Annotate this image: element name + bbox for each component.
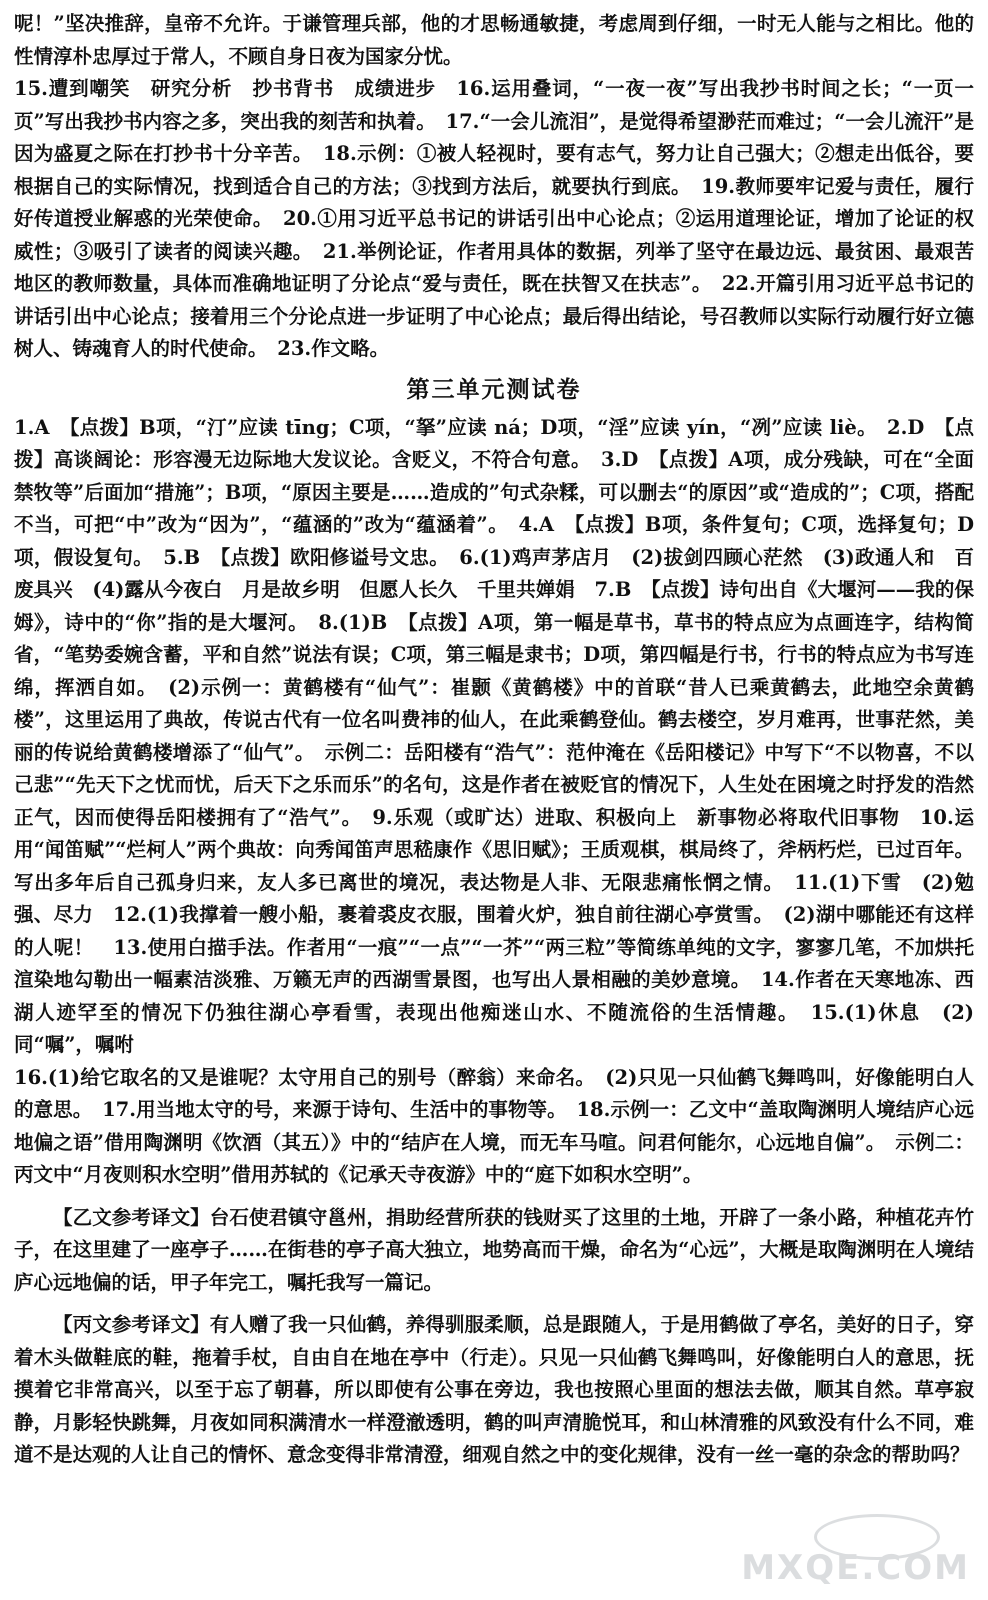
paragraph-main-2: 16.(1)给它取名的又是谁呢？太守用自己的别号（醉翁）来命名。 (2)只见一只仙鹤飞舞鸣叫，好像能明白人的意思。 17.用当地太守的号，来源于诗句、生活中的事物等。 18.示例一：乙文中“盖取陶渊明人境结庐心远地偏之语”借用陶渊明《饮酒（其五）》中的“结庐在人境，而无车马喧。问君何能尔，心远地自偏”。 示例二：丙文中“月夜则积水空明”借用苏轼的《记承天寺夜游》中的“庭下如积水空明”。 — [14, 1065, 974, 1186]
translation-yi-label: 【乙文参考译文】 — [53, 1205, 210, 1229]
paragraph-main-1: 1.A 【点拨】B项，“汀”应读 tīng；C项，“拏”应读 ná；D项，“淫”应读 yín，“冽”应读 liè。 2.D 【点拨】高谈阔论：形容漫无边际地大发议论。含贬义，不符合句意。 3.D 【点拨】A项，成分残缺，可在“全面禁牧等”后面加“措施”；B项，“原因主要是……造成的”句式杂糅，可以删去“的原因”或“造成的”；C项，搭配不当，可把“中”改为“因为”，“蕴涵的”改为“蕴涵着”。 4.A 【点拨】B项，条件复句；C项，选择复句；D项，假设复句。 5.B 【点拨】欧阳修谥号文忠。 6.(1)鸡声茅店月 (2)拔剑四顾心茫然 (3)政通人和 百废具兴 (4)露从今夜白 月是故乡明 但愿人长久 千里共婵娟 7.B 【点拨】诗句出自《大堰河——我的保姆》，诗中的“你”指的是大堰河。 8.(1)B 【点拨】A项，第一幅是草书，草书的特点应为点画连字，结构简省，“笔势委婉含蓄，平和自然”说法有误；C项，第三幅是隶书；D项，第四幅是行书，行书的特点应为书写连绵，挥洒自如。 (2)示例一：黄鹤楼有“仙气”：崔颢《黄鹤楼》中的首联“昔人已乘黄鹤去，此地空余黄鹤楼”，这里运用了典故，传说古代有一位名叫费祎的仙人，在此乘鹤登仙。鹤去楼空，岁月难再，世事茫然，美丽的传说给黄鹤楼增添了“仙气”。 示例二：岳阳楼有“浩气”：范仲淹在《岳阳楼记》中写下“不以物喜，不以己悲”“先天下之忧而忧，后天下之乐而乐”的名句，这是作者在被贬官的情况下，人生处在困境之时抒发的浩然正气，因而使得岳阳楼拥有了“浩气”。 9.乐观（或旷达）进取、积极向上 新事物必将取代旧事物 10.运用“闻笛赋”“烂柯人”两个典故：向秀闻笛声思嵇康作《思旧赋》；王质观棋，棋局终了，斧柄朽烂，已过百年。写出多年后自己孤身归来，友人多已离世的境况，表达物是人非、无限悲痛怅惘之情。 11.(1)下雪 (2)勉强、尽力 12.(1)我撑着一艘小船，裹着裘皮衣服，围着火炉，独自前往湖心亭赏雪。 (2)湖中哪能还有这样的人呢！ 13.使用白描手法。作者用“一痕”“一点”“一芥”“两三粒”等简练单纯的文字，寥寥几笔，不加烘托渲染地勾勒出一幅素洁淡雅、万籁无声的西湖雪景图，也写出人景相融的美妙意境。 14.作者在天寒地冻、西湖人迹罕至的情况下仍独往湖心亭看雪，表现出他痴迷山水、不随流俗的生活情趣。 15.(1)休息 (2)同“嘱”，嘱咐 — [14, 415, 974, 1056]
translation-yi-text: 台石使君镇守邕州，捐助经营所获的钱财买了这里的土地，开辟了一条小路，种植花卉竹子，在这里建了一座亭子……在街巷的亭子高大独立，地势高而干燥，命名为“心远”，大概是取陶渊明在人境结庐心远地偏的话，甲子年完工，嘱托我写一篇记。 — [14, 1205, 974, 1294]
translation-bing-label: 【丙文参考译文】 — [53, 1313, 210, 1336]
answer-page — [14, 8, 974, 1472]
paragraph-top-1: 呢！”坚决推辞，皇帝不允许。于谦管理兵部，他的才思畅通敏捷，考虑周到仔细，一时无人能与之相比。他的性情淳朴忠厚过于常人，不顾自身日夜为国家分忧。 — [14, 12, 974, 68]
watermark-ring-icon — [814, 1514, 940, 1560]
watermark-text: MXQE.COM — [741, 1548, 970, 1588]
translation-yi — [14, 1202, 974, 1300]
translation-bing-text: 有人赠了我一只仙鹤，养得驯服柔顺，总是跟随人，于是用鹤做了亭名，美好的日子，穿着木头做鞋底的鞋，拖着手杖，自由自在地在亭中（行走）。只见一只仙鹤飞舞鸣叫，好像能明白人的意思，抚摸着它非常高兴，以至于忘了朝暮，所以即使有公事在旁边，我也按照心里面的想法去做，顺其自然。草亭寂静，月影轻快跳舞，月夜如同积满清水一样澄澈透明，鹤的叫声清脆悦耳，和山林清雅的风致没有什么不同，难道不是达观的人让自己的情怀、意念变得非常清澄，细观自然之中的变化规律，没有一丝一毫的杂念的帮助吗？ — [14, 1313, 974, 1466]
watermark-logo — [741, 1518, 970, 1588]
section-title: 第三单元测试卷 — [406, 376, 582, 403]
paragraph-top-2: 15.遭到嘲笑 研究分析 抄书背书 成绩进步 16.运用叠词，“一夜一夜”写出我抄书时间之长；“一页一页”写出我抄书内容之多，突出我的刻苦和执着。 17.“一会儿流泪”，是觉得希望渺茫而难过；“一会儿流汗”是因为盛夏之际在打抄书十分辛苦。 18.示例：①被人轻视时，要有志气，努力让自己强大；②想走出低谷，要根据自己的实际情况，找到适合自己的方法；③找到方法后，就要执行到底。 19.教师要牢记爱与责任，履行好传道授业解惑的光荣使命。 20.①用习近平总书记的讲话引出中心论点；②运用道理论证，增加了论证的权威性；③吸引了读者的阅读兴趣。 21.举例论证，作者用具体的数据，列举了坚守在最边远、最贫困、最艰苦地区的教师数量，具体而准确地证明了分论点“爱与责任，既在扶智又在扶志”。 22.开篇引用习近平总书记的讲话引出中心论点；接着用三个分论点进一步证明了中心论点；最后得出结论，号召教师以实际行动履行好立德树人、铸魂育人的时代使命。 23.作文略。 — [14, 77, 974, 360]
translation-bing — [14, 1309, 974, 1472]
